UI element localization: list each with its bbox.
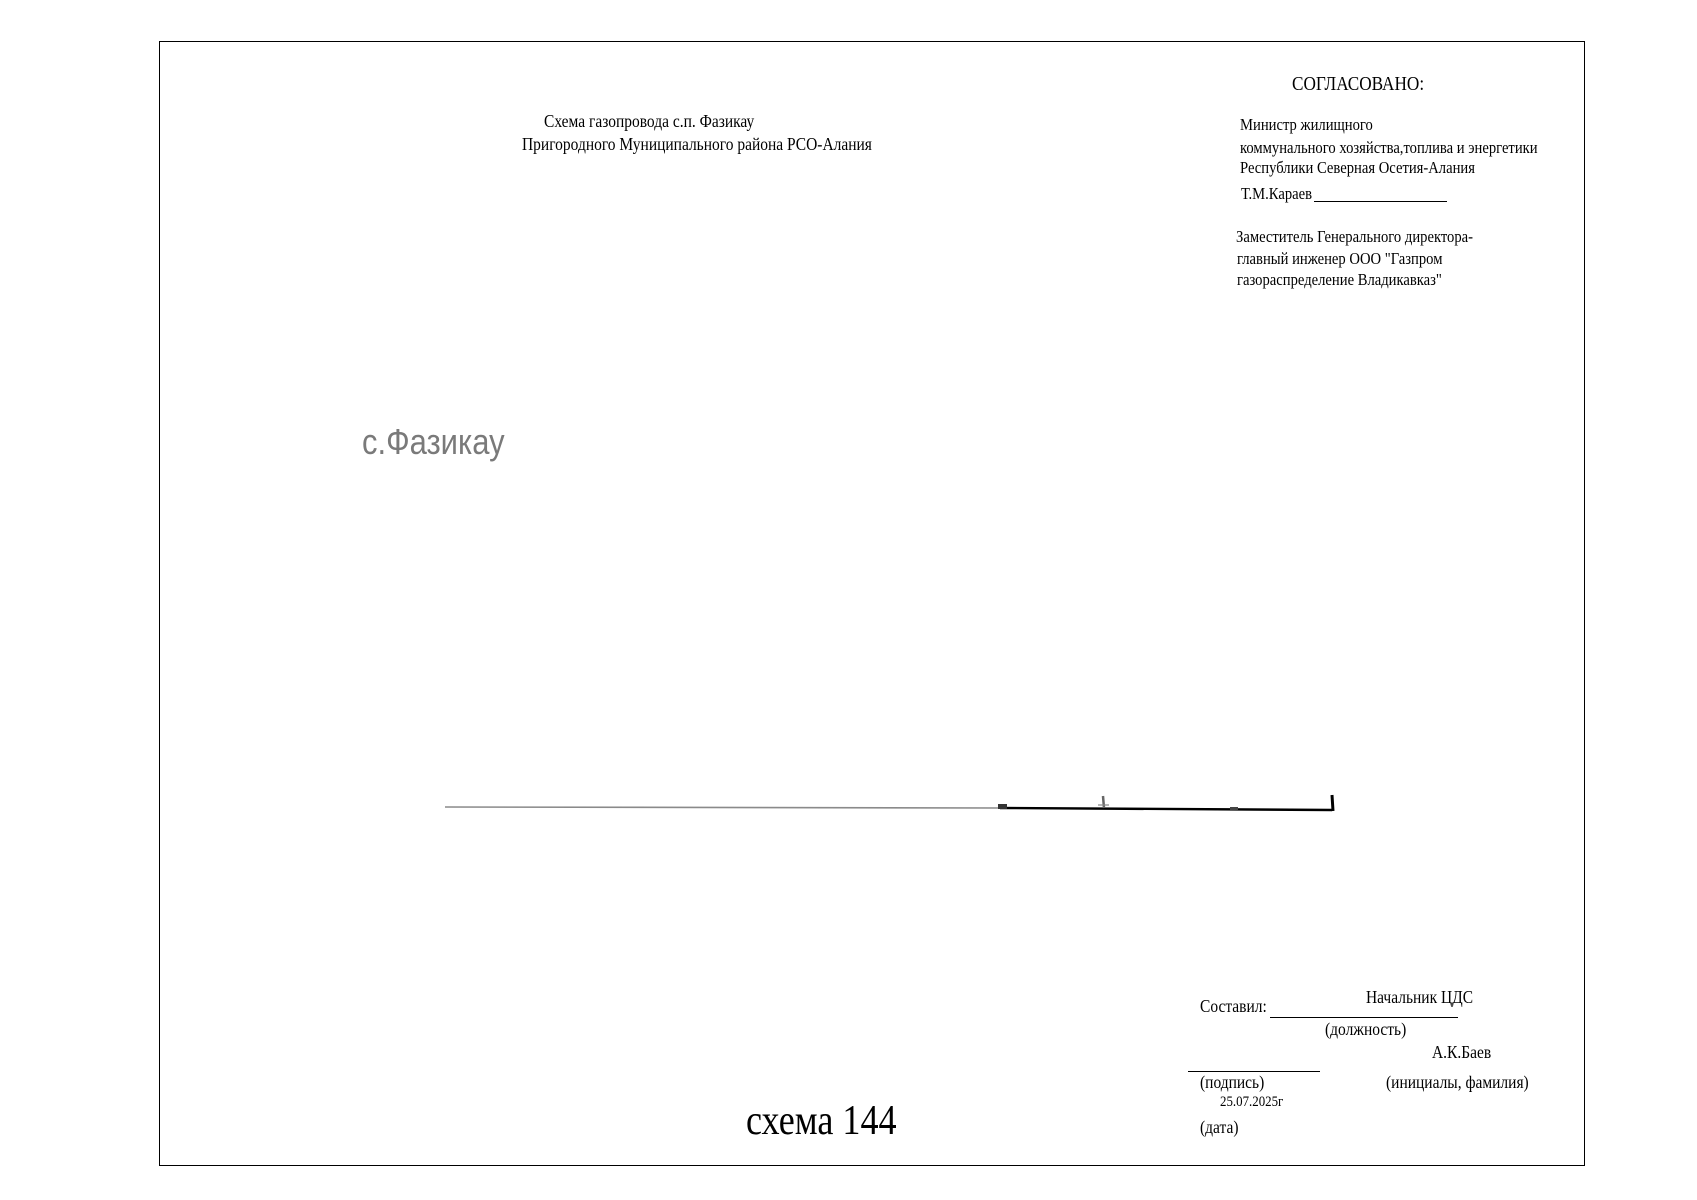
scheme-number: схема 144: [746, 1098, 897, 1144]
deputy-title-line-2: главный инженер ООО "Газпром: [1237, 249, 1443, 268]
name-value: А.К.Баев: [1432, 1042, 1492, 1062]
minister-title-line-1: Министр жилищного: [1240, 115, 1373, 134]
name-caption: (инициалы, фамилия): [1386, 1072, 1529, 1092]
pipeline-junction-marker: [1230, 807, 1238, 810]
pipeline-branch-tick: [1103, 796, 1104, 808]
pipeline-end-cap: [1332, 795, 1333, 811]
approval-heading: СОГЛАСОВАНО:: [1292, 73, 1425, 95]
position-value: Начальник ЦДС: [1366, 987, 1474, 1007]
date-caption: (дата): [1200, 1117, 1239, 1137]
minister-name: Т.М.Караев: [1241, 184, 1313, 203]
pipeline-valve-marker: [998, 804, 1007, 809]
scheme-title-line-1: Схема газопровода с.п. Фазикау: [544, 111, 755, 131]
minister-title-line-3: Республики Северная Осетия-Алания: [1240, 158, 1475, 177]
signature-caption: (подпись): [1200, 1072, 1265, 1092]
deputy-title-line-3: газораспределение Владикавказ": [1237, 270, 1442, 289]
position-line: [1270, 1017, 1458, 1018]
scheme-title-line-2: Пригородного Муниципального района РСО-Алания: [522, 134, 872, 154]
pipeline-segment-east: [1000, 808, 1332, 810]
pipeline-segment-west: [445, 807, 1000, 808]
minister-title-line-2: коммунального хозяйства,топлива и энергетики: [1240, 138, 1538, 157]
deputy-title-line-1: Заместитель Генерального директора-: [1236, 227, 1474, 246]
compiled-by-label: Составил:: [1200, 996, 1267, 1016]
date-value: 25.07.2025г: [1220, 1094, 1284, 1110]
position-caption: (должность): [1325, 1019, 1407, 1039]
village-label: с.Фазикау: [362, 421, 505, 462]
